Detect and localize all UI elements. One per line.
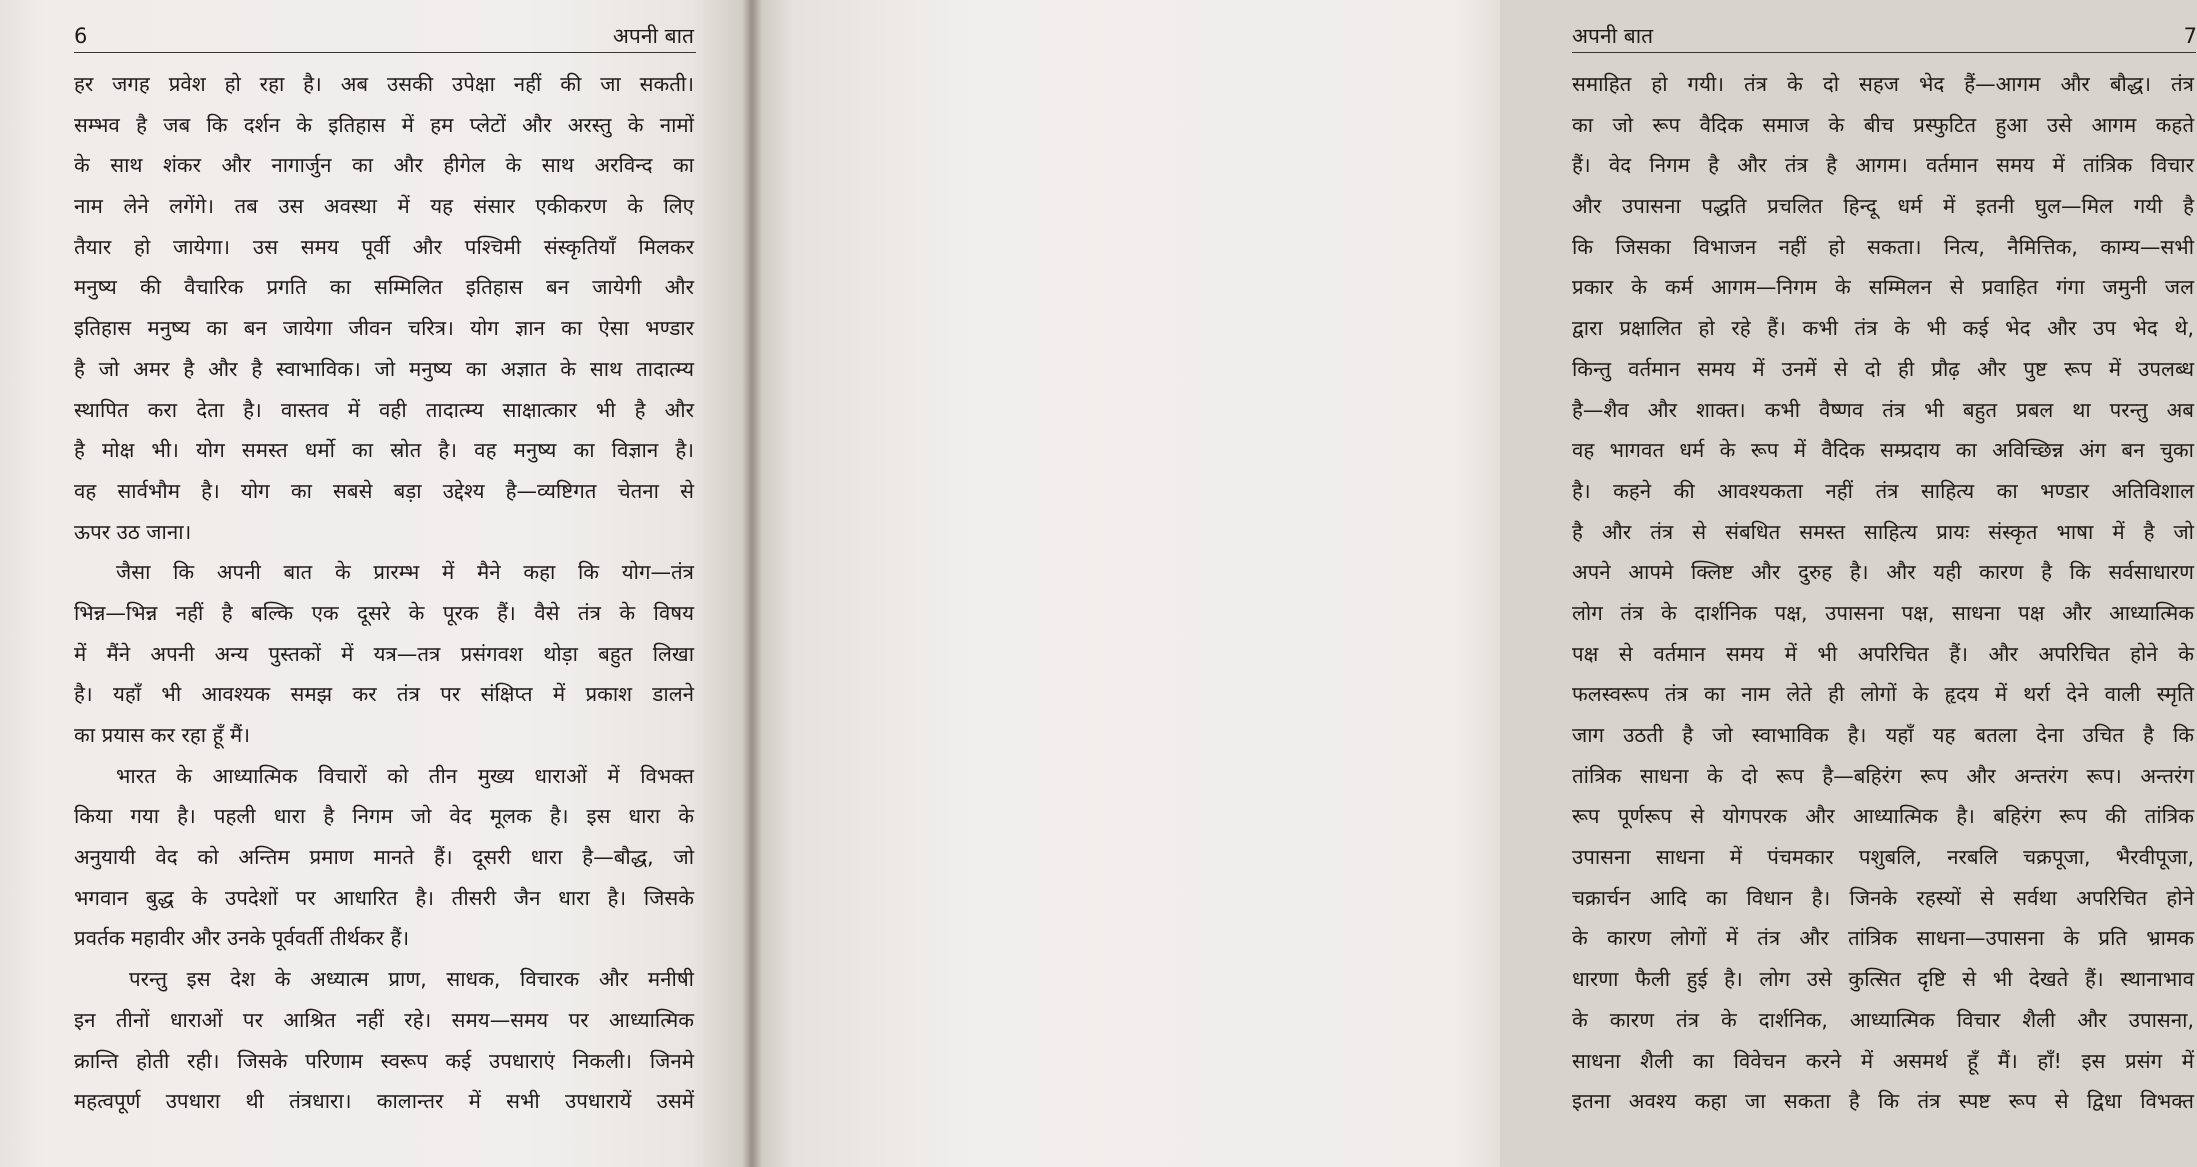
text-line: है। यहाँ भी आवश्यक समझ कर तंत्र पर संक्षिप्त में प्रकाश डालने [74, 682, 694, 707]
text-line: जैसा कि अपनी बात के प्रारम्भ में मैने कहा कि योग—तंत्र [116, 560, 694, 585]
text-line: किन्तु वर्तमान समय में उनमें से दो ही प्रौढ़ और पुष्ट रूप में उपलब्ध [1572, 356, 2194, 381]
text-line: चक्रार्चन आदि का विधान है। जिनके रहस्यों से सर्वथा अपरिचित होने [1572, 885, 2194, 910]
text-line: अपने आपमे क्लिष्ट और दुरुह है। और यही कारण है कि सर्वसाधारण [1572, 560, 2194, 585]
text-line: परन्तु इस देश के अध्यात्म प्राण, साधक, विचारक और मनीषी [129, 967, 694, 992]
right-page [750, 0, 2197, 1167]
text-line: कि जिसका विभाजन नहीं हो सकता। नित्य, नैमित्तिक, काम्य—सभी [1572, 234, 2194, 259]
text-line: हर जगह प्रवेश हो रहा है। अब उसकी उपेक्षा नहीं की जा सकती। [74, 72, 694, 96]
right-page-text [1572, 64, 2194, 1122]
header-rule-right [1572, 52, 2196, 53]
text-line: किया गया है। पहली धारा है निगम जो वेद मूलक है। इस धारा के [74, 804, 694, 829]
text-line: उपासना साधना में पंचमकार पशुबलि, नरबलि चक्रपूजा, भैरवीपूजा, [1572, 845, 2194, 870]
text-line: है—शैव और शाक्त। कभी वैष्णव तंत्र भी बहुत प्रबल था परन्तु अब [1572, 397, 2194, 422]
text-line: में मैंने अपनी अन्य पुस्तकों में यत्र—तत्र प्रसंगवश थोड़ा बहुत लिखा [74, 641, 694, 666]
text-line: प्रवर्तक महावीर और उनके पूर्ववर्ती तीर्थकर हैं। [74, 926, 410, 951]
text-line: का जो रूप वैदिक समाज के बीच प्रस्फुटित हुआ उसे आगम कहते [1572, 112, 2194, 137]
text-line: जाग उठती है जो स्वाभाविक है। यहाँ यह बतला देना उचित है कि [1572, 723, 2194, 747]
text-line: सम्भव है जब कि दर्शन के इतिहास में हम प्लेटों और अरस्तु के नामों [74, 112, 694, 137]
text-line: ऊपर उठ जाना। [74, 519, 192, 544]
text-line: तांत्रिक साधना के दो रूप है—बहिरंग रूप और अन्तरंग रूप। अन्तरंग [1572, 763, 2194, 788]
text-line: के कारण तंत्र के दार्शनिक, आध्यात्मिक विचार शैली और उपासना, [1572, 1007, 2194, 1032]
text-line: है। कहने की आवश्यकता नहीं तंत्र साहित्य का भण्डार अतिविशाल [1572, 478, 2194, 503]
text-line: इन तीनों धाराओं पर आश्रित नहीं रहे। समय—समय पर आध्यात्मिक [74, 1007, 694, 1032]
page-number-left: 6 [74, 24, 88, 48]
text-line: महत्वपूर्ण उपधारा थी तंत्रधारा। कालान्तर में सभी उपधारायें उसमें [74, 1089, 694, 1114]
text-line: साधना शैली का विवेचन करने में असमर्थ हूँ मैं। हाँ! इस प्रसंग में [1572, 1048, 2194, 1073]
text-line: वह भागवत धर्म के रूप में वैदिक सम्प्रदाय का अविच्छिन्न अंग बन चुका [1572, 438, 2194, 463]
text-line: भगवान बुद्ध के उपदेशों पर आधारित है। तीसरी जैन धारा है। जिसके [74, 885, 694, 910]
text-line: वह सार्वभौम है। योग का सबसे बड़ा उद्देश्य है—व्यष्टिगत चेतना से [74, 478, 694, 503]
text-line: द्वारा प्रक्षालित हो रहे हैं। कभी तंत्र के भी कई भेद और उप भेद थे, [1572, 316, 2194, 341]
right-page-header [1572, 20, 2197, 52]
header-rule-left [74, 52, 696, 53]
text-line: के साथ शंकर और नागार्जुन का और हीगेल के साथ अरविन्द का [74, 153, 694, 178]
left-page [0, 0, 750, 1167]
text-line: है और तंत्र से संबधित समस्त साहित्य प्रायः संस्कृत भाषा में है जो [1572, 519, 2194, 544]
text-line: तैयार हो जायेगा। उस समय पूर्वी और पश्चिमी संस्कृतियाँ मिलकर [74, 234, 694, 259]
text-line: इतना अवश्य कहा जा सकता है कि तंत्र स्पष्ट रूप से द्विधा विभक्त [1572, 1089, 2194, 1114]
text-line: स्थापित करा देता है। वास्तव में वही तादात्म्य साक्षात्कार भी है और [74, 397, 694, 422]
text-line: के कारण लोगों में तंत्र और तांत्रिक साधना—उपासना के प्रति भ्रामक [1572, 926, 2194, 951]
text-line: का प्रयास कर रहा हूँ मैं। [74, 723, 250, 747]
text-line: क्रान्ति होती रही। जिसके परिणाम स्वरूप कई उपधाराएं निकली। जिनमे [74, 1048, 694, 1073]
left-page-header [74, 20, 694, 52]
left-page-text [74, 64, 694, 1122]
running-head-right: अपनी बात [1572, 24, 1654, 48]
text-line: फलस्वरूप तंत्र का नाम लेते ही लोगों के हृदय में थर्रा देने वाली स्मृति [1572, 682, 2194, 707]
page-number-right: 7 [2183, 24, 2197, 48]
text-line: समाहित हो गयी। तंत्र के दो सहज भेद हैं—आगम और बौद्ध। तंत्र [1572, 72, 2194, 96]
text-line: धारणा फैली हुई है। लोग उसे कुत्सित दृष्टि से भी देखते हैं। स्थानाभाव [1572, 967, 2194, 992]
text-line: भिन्न—भिन्न नहीं है बल्कि एक दूसरे के पूरक हैं। वैसे तंत्र के विषय [74, 600, 694, 625]
text-line: अनुयायी वेद को अन्तिम प्रमाण मानते हैं। दूसरी धारा है—बौद्ध, जो [74, 845, 694, 870]
text-line: है मोक्ष भी। योग समस्त धर्मो का स्रोत है। वह मनुष्य का विज्ञान है। [74, 438, 694, 463]
text-line: पक्ष से वर्तमान समय में भी अपरिचित हैं। और अपरिचित होने के [1572, 641, 2194, 666]
text-line: रूप पूर्णरूप से योगपरक और आध्यात्मिक है। बहिरंग रूप की तांत्रिक [1572, 804, 2194, 829]
book-gutter [742, 0, 762, 1167]
text-line: और उपासना पद्धति प्रचलित हिन्दू धर्म में इतनी घुल—मिल गयी है [1572, 194, 2194, 219]
text-line: नाम लेने लगेंगे। तब उस अवस्था में यह संसार एकीकरण के लिए [74, 194, 694, 219]
text-line: है जो अमर है और है स्वाभाविक। जो मनुष्य का अज्ञात के साथ तादात्म्य [74, 356, 694, 381]
text-line: इतिहास मनुष्य का बन जायेगा जीवन चरित्र। योग ज्ञान का ऐसा भण्डार [74, 316, 694, 341]
text-line: हैं। वेद निगम है और तंत्र है आगम। वर्तमान समय में तांत्रिक विचार [1572, 153, 2194, 178]
text-line: भारत के आध्यात्मिक विचारों को तीन मुख्य धाराओं में विभक्त [116, 763, 694, 788]
running-head-left: अपनी बात [612, 24, 694, 48]
text-line: प्रकार के कर्म आगम—निगम के सम्मिलन से प्रवाहित गंगा जमुनी जल [1572, 275, 2194, 300]
text-line: मनुष्य की वैचारिक प्रगति का सम्मिलित इतिहास बन जायेगी और [74, 275, 694, 300]
text-line: लोग तंत्र के दार्शनिक पक्ष, उपासना पक्ष, साधना पक्ष और आध्यात्मिक [1572, 600, 2194, 625]
